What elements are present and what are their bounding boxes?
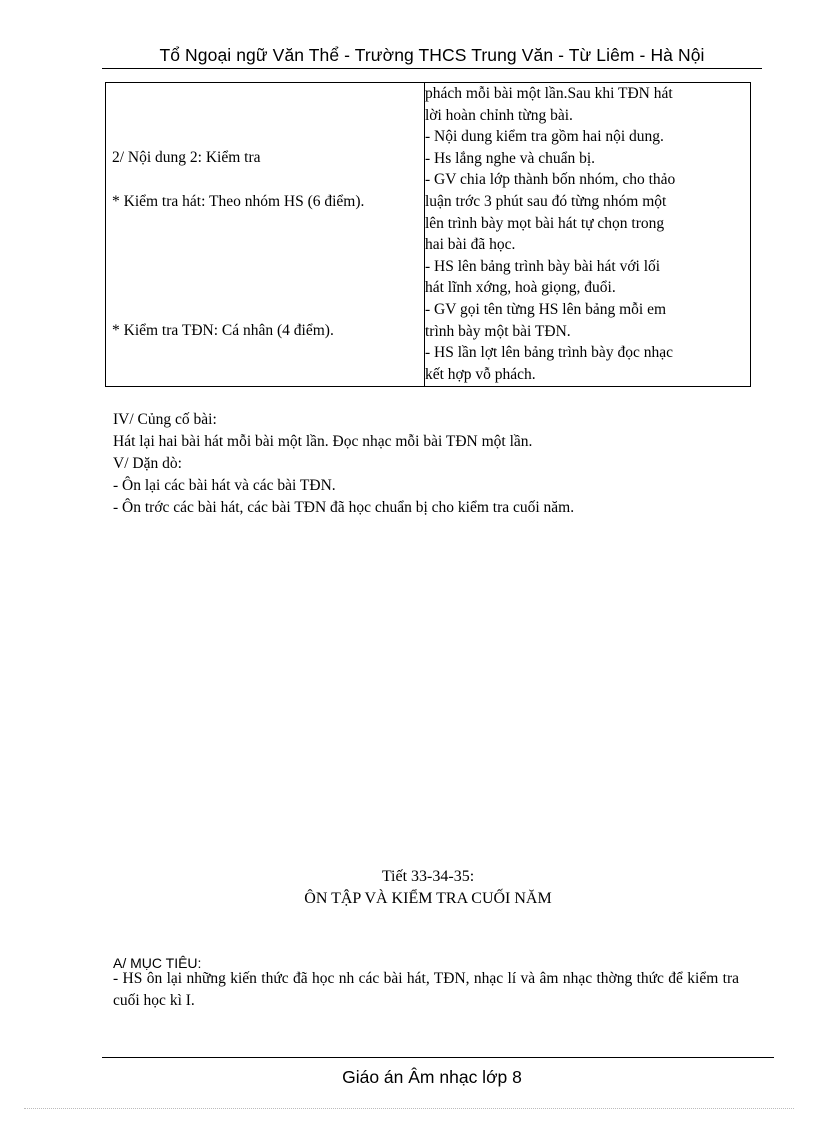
- activity-line: - GV gọi tên từng HS lên bảng mỗi em: [425, 300, 667, 318]
- homework-item: - Ôn lại các bài hát và các bài TĐN.: [113, 477, 336, 494]
- activity-line: phách mỗi bài một lần.Sau khi TĐN hát: [425, 85, 673, 102]
- content-cell: [106, 83, 425, 387]
- activity-line: - GV chia lớp thành bốn nhóm, cho thảo: [425, 171, 676, 189]
- page-footer: Giáo án Âm nhạc lớp 8: [342, 1067, 522, 1087]
- activity-line: lên trình bày mọt bài hát tự chọn trong: [425, 214, 665, 232]
- tdn-test-label: * Kiểm tra TĐN: Cá nhân (4 điểm).: [112, 322, 334, 339]
- homework-item: - Ôn trớc các bài hát, các bài TĐN đã học chuẩn bị cho kiểm tra cuối năm.: [113, 499, 575, 516]
- footer-rule: [102, 1057, 774, 1058]
- page-header: Tổ Ngoại ngữ Văn Thể - Trường THCS Trung Văn - Từ Liêm - Hà Nội: [159, 45, 705, 65]
- activity-cell: [425, 83, 751, 387]
- activity-line: - HS lên bảng trình bày bài hát với lối: [425, 257, 661, 275]
- activity-line: luận trớc 3 phút sau đó từng nhóm một: [425, 192, 667, 210]
- consolidation-heading: IV/ Củng cố bài:: [113, 411, 217, 428]
- lesson-title: ÔN TẬP VÀ KIỂM TRA CUỐI NĂM: [304, 890, 552, 907]
- header-rule: [102, 68, 762, 69]
- activity-line: - Nội dung kiểm tra gồm hai nội dung.: [425, 128, 664, 146]
- activity-line: lời hoàn chỉnh từng bài.: [425, 106, 573, 124]
- table-row: [106, 83, 751, 387]
- content-2-label: 2/ Nội dung 2: Kiểm tra: [112, 149, 261, 166]
- lesson-table: [105, 82, 751, 387]
- homework-heading: V/ Dặn dò:: [113, 455, 182, 472]
- sing-test-label: * Kiểm tra hát: Theo nhóm HS (6 điểm).: [112, 193, 365, 210]
- objectives-heading: A/ MỤC TIÊU:: [113, 955, 202, 971]
- activity-line: kết hợp vỗ phách.: [425, 365, 536, 383]
- activity-line: - HS lần lợt lên bảng trình bày đọc nhạc: [425, 344, 673, 362]
- activity-line: hai bài đã học.: [425, 236, 516, 254]
- consolidation-text: Hát lại hai bài hát mỗi bài một lần. Đọc nhạc mỗi bài TĐN một lần.: [113, 433, 533, 450]
- lesson-period: Tiết 33-34-35:: [381, 868, 475, 885]
- objectives-text: - HS ôn lại những kiến thức đã học nh các bài hát, TĐN, nhạc lí và âm nhạc thờng thức để kiểm tra cuối học kì I.: [113, 970, 739, 1009]
- activity-line: hát lĩnh xớng, hoà giọng, đuổi.: [425, 279, 616, 297]
- activity-line: trình bày một bài TĐN.: [425, 322, 571, 340]
- activity-line: - Hs lắng nghe và chuẩn bị.: [425, 149, 596, 167]
- page-bottom-border: [24, 1108, 794, 1109]
